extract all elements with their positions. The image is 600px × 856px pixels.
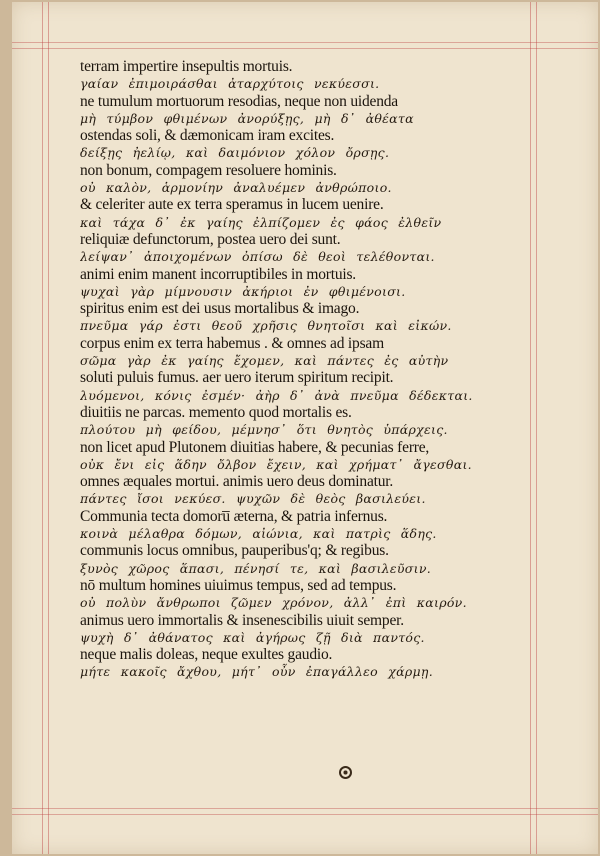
latin-line: communis locus omnibus, pauperibus'q; & regibus.	[80, 542, 389, 560]
latin-line: & celeriter aute ex terra speramus in lucem uenire.	[80, 196, 384, 214]
greek-line: λείψαν᾽ ἀποιχομένων ὀπίσω δὲ θεοὶ τελέθονται.	[80, 249, 435, 265]
greek-line: ξυνὸς χῶρος ἅπασι, πένησί τε, καὶ βασιλεῦσιν.	[80, 560, 432, 576]
latin-line: Communia tecta domoru̅ æterna, & patria infernus.	[80, 507, 388, 525]
greek-line: οὐκ ἔνι εἰς ἅδην ὄλβον ἔχειν, καὶ χρήματ᾽ ἄγεσθαι.	[80, 456, 472, 472]
latin-line: spiritus enim est dei usus mortalibus & imago.	[80, 300, 360, 318]
latin-line: soluti puluis fumus. aer uero iterum spiritum recipit.	[80, 369, 394, 387]
margin-rule-bottom-inner	[12, 808, 598, 809]
greek-line: μήτε κακοῖς ἄχθου, μήτ᾽ οὖν ἐπαγάλλεο χάρμῃ.	[80, 664, 433, 680]
latin-line: animi enim manent incorruptibiles in mortuis.	[80, 265, 356, 283]
greek-line: σῶμα γὰρ ἐκ γαίης ἔχομεν, καὶ πάντες ἐς αὐτὴν	[80, 353, 449, 369]
greek-line: κοινὰ μέλαθρα δόμων, αἰώνια, καὶ πατρὶς ἅδης.	[80, 526, 437, 542]
greek-line: λυόμενοι, κόνις ἐσμέν· ἀὴρ δ᾽ ἀνὰ πνεῦμα δέδεκται.	[80, 387, 473, 403]
greek-line: οὐ καλὸν, ἁρμονίην ἀναλυέμεν ἀνθρώποιο.	[80, 180, 392, 196]
greek-line: μὴ τύμβον φθιμένων ἀνορύξῃς, μὴ δ᾽ ἀθέατα	[80, 110, 414, 126]
latin-line: omnes æquales mortui. animis uero deus dominatur.	[80, 473, 394, 491]
latin-line: ostendas soli, & dæmonicam iram excites.	[80, 127, 335, 145]
latin-line: non licet apud Plutonem diuitias habere, & pecunias ferre,	[80, 438, 430, 456]
margin-rule-right-outer	[536, 2, 537, 854]
latin-line: terram impertire insepultis mortuis.	[80, 58, 293, 75]
latin-line: animus uero immortalis & insenescibilis uiuit semper.	[80, 611, 404, 629]
latin-line: reliquiæ defunctorum, postea uero dei sunt.	[80, 230, 341, 248]
greek-line: ψυχαὶ γὰρ μίμνουσιν ἀκήριοι ἐν φθιμένοισι.	[80, 283, 406, 299]
margin-rule-bottom-outer	[12, 814, 598, 815]
greek-line: πνεῦμα γάρ ἐστι θεοῦ χρῆσις θνητοῖσι καὶ εἰκών.	[80, 318, 452, 334]
margin-rule-left-inner	[48, 2, 49, 854]
margin-rule-top-outer	[12, 42, 598, 43]
latin-line: non bonum, compagem resoluere hominis.	[80, 161, 337, 179]
book-page	[12, 2, 598, 854]
end-ornament-icon	[339, 766, 352, 779]
latin-line: nō multum homines uiuimus tempus, sed ad tempus.	[80, 576, 397, 594]
greek-line: πάντες ἴσοι νεκύεσ. ψυχῶν δὲ θεὸς βασιλεύει.	[80, 491, 426, 507]
greek-line: δείξῃς ἠελίῳ, καὶ δαιμόνιον χόλον ὄρσῃς.	[80, 145, 390, 161]
latin-line: ne tumulum mortuorum resodias, neque non uidenda	[80, 92, 398, 110]
latin-line: neque malis doleas, neque exultes gaudio.	[80, 646, 333, 664]
margin-rule-top-inner	[12, 48, 598, 49]
margin-rule-left-outer	[42, 2, 43, 854]
greek-line: οὐ πολὺν ἄνθρωποι ζῶμεν χρόνον, ἀλλ᾽ ἐπὶ καιρόν.	[80, 595, 467, 611]
greek-line: γαίαν ἐπιμοιράσθαι ἀταρχύτοις νεκύεσσι.	[80, 76, 380, 92]
text-block	[80, 58, 530, 681]
latin-line: corpus enim ex terra habemus . & omnes ad ipsam	[80, 334, 384, 352]
greek-line: καὶ τάχα δ᾽ ἐκ γαίης ἐλπίζομεν ἐς φάος ἐλθεῖν	[80, 214, 442, 230]
margin-rule-right-inner	[530, 2, 531, 854]
latin-line: diuitiis ne parcas. memento quod mortalis es.	[80, 403, 352, 421]
greek-line: ψυχὴ δ᾽ ἀθάνατος καὶ ἀγήρως ζῇ διὰ παντός.	[80, 629, 425, 645]
greek-line: πλούτου μὴ φείδου, μέμνησ᾽ ὅτι θνητὸς ὑπάρχεις.	[80, 422, 448, 438]
